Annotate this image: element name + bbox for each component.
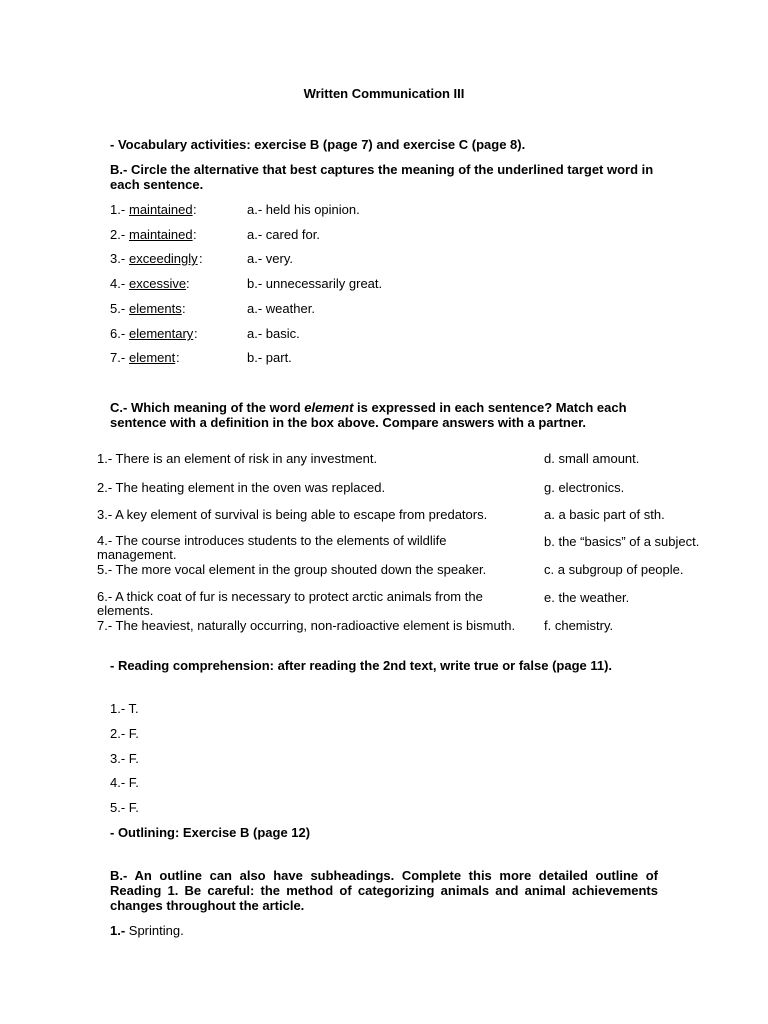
colon: :: [182, 301, 186, 316]
definition: c. a subgroup of people.: [544, 562, 684, 577]
sentence: 5.- The more vocal element in the group shouted down the speaker.: [97, 562, 487, 577]
item-number: 5.-: [110, 301, 126, 316]
target-word: element: [129, 350, 176, 365]
sentence: 1.- There is an element of risk in any investment.: [97, 451, 378, 466]
colon: :: [193, 227, 197, 242]
outline-item-number: 1.-: [110, 923, 126, 938]
definition: a. a basic part of sth.: [544, 507, 665, 522]
target-word: maintained: [129, 202, 193, 217]
item-answer: a.- basic.: [247, 326, 300, 341]
list-item: 5.- F.: [110, 800, 139, 815]
list-item: 2.- F.: [110, 726, 139, 741]
page-title: Written Communication III: [303, 86, 465, 101]
item-number: 4.-: [110, 276, 126, 291]
item-answer: a.- held his opinion.: [247, 202, 360, 217]
sentence: 3.- A key element of survival is being able to escape from predators.: [97, 507, 488, 522]
colon: :: [199, 251, 203, 266]
definition: g. electronics.: [544, 480, 625, 495]
outline-item: [110, 923, 184, 938]
target-word: elements: [129, 301, 182, 316]
sentence: 2.- The heating element in the oven was replaced.: [97, 480, 386, 495]
match-question: [110, 400, 658, 430]
definition: b. the “basics” of a subject.: [544, 534, 700, 549]
list-item: 4.- F.: [110, 775, 139, 790]
item-answer: a.- cared for.: [247, 227, 320, 242]
list-item: 1.- T.: [110, 701, 139, 716]
item-number: 7.-: [110, 350, 126, 365]
item-number: 2.-: [110, 227, 126, 242]
item-number: 1.-: [110, 202, 126, 217]
question-text: is expressed in each sentence? Match each sentence with a definition in the box above. Compare answers with a partner.: [110, 400, 627, 430]
colon: :: [176, 350, 180, 365]
definition: f. chemistry.: [544, 618, 614, 633]
outlining-instruction: B.- An outline can also have subheadings. Complete this more detailed outline of Reading 1. Be careful: the method of categorizing animals and animal achievements changes throughout the article.: [110, 868, 658, 913]
item-answer: a.- weather.: [247, 301, 315, 316]
target-word: elementary: [129, 326, 194, 341]
sentence: 6.- A thick coat of fur is necessary to protect arctic animals from the elements.: [97, 589, 483, 618]
colon: :: [193, 202, 197, 217]
colon: :: [186, 276, 190, 291]
definition: e. the weather.: [544, 590, 630, 605]
colon: :: [194, 326, 198, 341]
list-item: 3.- F.: [110, 751, 139, 766]
item-answer: a.- very.: [247, 251, 293, 266]
reading-heading: - Reading comprehension: after reading the 2nd text, write true or false (page 11).: [110, 658, 613, 673]
definition: d. small amount.: [544, 451, 640, 466]
item-answer: b.- unnecessarily great.: [247, 276, 383, 291]
sentence: 4.- The course introduces students to the elements of wildlife management.: [97, 533, 447, 562]
vocab-instruction: B.- Circle the alternative that best captures the meaning of the underlined target word in each sentence.: [110, 162, 654, 192]
target-word: maintained: [129, 227, 193, 242]
question-text: C.- Which meaning of the word: [110, 400, 305, 415]
outlining-heading: - Outlining: Exercise B (page 12): [110, 825, 311, 840]
sentence: 7.- The heaviest, naturally occurring, non-radioactive element is bismuth.: [97, 618, 516, 633]
outline-item-text: Sprinting.: [125, 923, 184, 938]
target-word: excessive: [129, 276, 187, 291]
item-number: 6.-: [110, 326, 126, 341]
vocab-heading: - Vocabulary activities: exercise B (page 7) and exercise C (page 8).: [110, 137, 526, 152]
item-answer: b.- part.: [247, 350, 292, 365]
target-word: exceedingly: [129, 251, 198, 266]
question-keyword: element: [304, 400, 354, 415]
item-number: 3.-: [110, 251, 126, 266]
